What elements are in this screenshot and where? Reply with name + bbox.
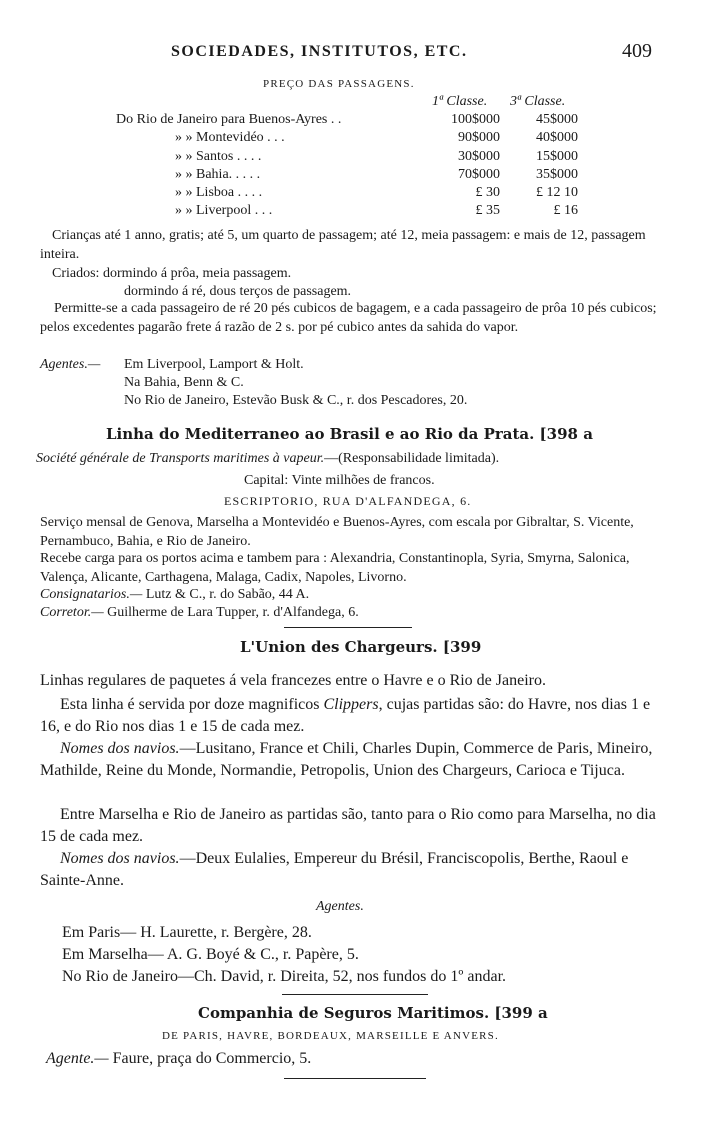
fares-col3-header: 3ª Classe.	[510, 94, 566, 109]
fare-first-class: £ 30	[475, 185, 500, 200]
divider	[284, 1078, 426, 1079]
ships-list: —Lusitano, France et Chili, Charles Dupin, Commerce de Paris, Mineiro, Mathilde, Reine du Monde, Normandie, Petropolis, Union des Chargeurs, Carioca e Tijuca.	[40, 740, 653, 779]
ships-havre	[40, 738, 670, 782]
section-title-chargeurs: L'Union des Chargeurs. [399	[240, 638, 482, 656]
agents-label: Agentes.—	[40, 357, 101, 372]
page-number: 409	[622, 40, 652, 62]
fares-col1-header: 1ª Classe.	[432, 94, 488, 109]
chargeurs-service: Esta linha é servida por doze magnificos Clippers, cujas partidas são: do Havre, nos dias 1 e 16, e do Rio nos dias 1 e 15 de cada mez.	[40, 696, 651, 735]
fare-route: » » Liverpool . . .	[175, 203, 273, 218]
fare-first-class: 30$000	[458, 149, 500, 164]
agents-heading: Agentes.	[316, 899, 364, 914]
section-title-mediterraneo: Linha do Mediterraneo ao Brasil e ao Rio da Prata. [398 a	[106, 425, 593, 443]
servants-note-prow: Criados: dormindo á prôa, meia passagem.	[52, 266, 292, 281]
seguros-agent-label: Agente.—	[46, 1050, 109, 1067]
fare-route: » » Santos . . . .	[175, 149, 262, 164]
ships-label: Nomes dos navios.	[60, 740, 180, 757]
fare-third-class: £ 12 10	[536, 185, 578, 200]
agent-line: No Rio de Janeiro, Estevão Busk & C., r. dos Pescadores, 20.	[124, 393, 468, 408]
office-address: ESCRIPTORIO, RUA D'ALFANDEGA, 6.	[224, 494, 472, 508]
divider	[282, 994, 428, 995]
fare-third-class: £ 16	[553, 203, 578, 218]
section-title-seguros: Companhia de Seguros Maritimos. [399 a	[198, 1004, 548, 1022]
divider	[284, 627, 412, 628]
fare-first-class: 100$000	[451, 112, 500, 127]
capital-line: Capital: Vinte milhões de francos.	[244, 473, 435, 488]
ships-label: Nomes dos navios.	[60, 850, 180, 867]
fare-third-class: 45$000	[536, 112, 578, 127]
fare-route: Do Rio de Janeiro para Buenos-Ayres . .	[116, 112, 342, 127]
fare-route: » » Lisboa . . . .	[175, 185, 263, 200]
ships-list: —Deux Eulalies, Empereur du Brésil, Franciscopolis, Berthe, Raoul e Sainte-Anne.	[40, 850, 629, 889]
broker-label: Corretor.—	[40, 605, 104, 620]
clippers-term: Clippers	[323, 696, 379, 713]
consignees-value: Lutz & C., r. do Sabão, 44 A.	[145, 587, 310, 602]
fare-first-class: 90$000	[458, 130, 500, 145]
fare-first-class: 70$000	[458, 167, 500, 182]
agent-line: No Rio de Janeiro—Ch. David, r. Direita, 52, nos fundos do 1º andar.	[62, 968, 507, 985]
seguros-cities: DE PARIS, HAVRE, BORDEAUX, MARSEILLE E ANVERS.	[162, 1030, 499, 1042]
agent-line: Em Liverpool, Lamport & Holt.	[124, 357, 304, 372]
fare-route: » » Montevidéo . . .	[175, 130, 285, 145]
company-name: Société générale de Transports maritimes à vapeur.	[36, 451, 325, 466]
chargeurs-lines: Linhas regulares de paquetes á vela francezes entre o Havre e o Rio de Janeiro.	[40, 672, 546, 689]
fare-third-class: 40$000	[536, 130, 578, 145]
running-header: SOCIEDADES, INSTITUTOS, ETC.	[171, 43, 468, 60]
ships-marseille	[40, 848, 670, 892]
agent-line: Na Bahia, Benn & C.	[124, 375, 244, 390]
fare-third-class: 35$000	[536, 167, 578, 182]
marseille-note: Entre Marselha e Rio de Janeiro as partidas são, tanto para o Rio como para Marselha, no dia 15 de cada mez.	[40, 806, 656, 845]
fares-heading: PREÇO DAS PASSAGENS.	[263, 78, 415, 90]
seguros-agent: Faure, praça do Commercio, 5.	[112, 1050, 312, 1067]
agent-line: Em Paris— H. Laurette, r. Bergère, 28.	[62, 924, 312, 941]
broker-value: Guilherme de Lara Tupper, r. d'Alfandega, 6.	[107, 605, 359, 620]
servants-note-stern: dormindo á ré, dous terços de passagem.	[124, 284, 352, 299]
fare-first-class: £ 35	[475, 203, 500, 218]
fare-route: » » Bahia. . . . .	[175, 167, 261, 182]
service-description: Serviço mensal de Genova, Marselha a Montevidéo e Buenos-Ayres, com escala por Gibraltar, S. Vicente, Pernambuco, Bahia, e Rio de Janeiro.	[40, 515, 634, 549]
children-note: Crianças até 1 anno, gratis; até 5, um quarto de passagem; até 12, meia passagem: e mais de 12, passagem inteira.	[40, 228, 646, 262]
agent-line: Em Marselha— A. G. Boyé & C., r. Papère, 5.	[62, 946, 359, 963]
cargo-ports: Recebe carga para os portos acima e tambem para : Alexandria, Constantinopla, Syria, Smyrna, Salonica, Valença, Alicante, Carthagena, Malaga, Cadix, Napoles, Livorno.	[40, 551, 630, 585]
company-liability: —(Responsabilidade limitada).	[324, 451, 500, 466]
baggage-note: Permitte-se a cada passageiro de ré 20 pés cubicos de bagagem, e a cada passageiro de prôa 10 pés cubicos; pelos excedentes pagarão frete á razão de 2 s. por pé cubico antes da sahida do vapor.	[40, 301, 657, 335]
consignees-label: Consignatarios.—	[40, 587, 143, 602]
fare-third-class: 15$000	[536, 149, 578, 164]
